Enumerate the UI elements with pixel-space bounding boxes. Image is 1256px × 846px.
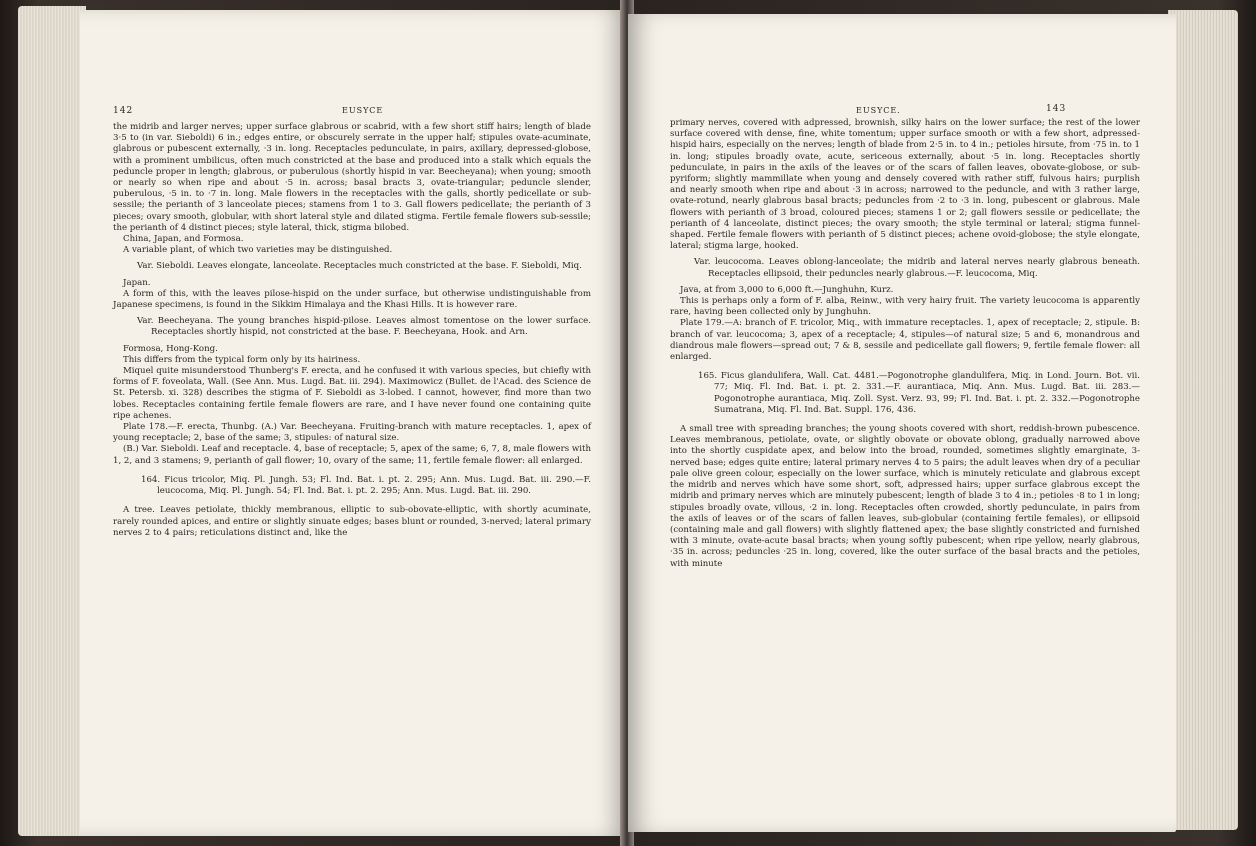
species-entry-165: 165. Ficus glandulifera, Wall. Cat. 4481.—Pogonotrophe glandulifera, Miq. in Lond. Journ. Bot. vii. 77; Miq. Fl. Ind. Bat. i. pt. 2. 331.—F. aurantiaca, Miq. Ann. Mus. Lugd. Bat. iii. 283.—Pogonotrophe aurantiaca, Miq. Zoll. Syst. Verz. 93, 99; Fl. Ind. Bat. i. pt. 2. 332.—Pogonotrophe Sumatrana, Miq. Fl. Ind. Bat. Suppl. 176, 436.: [698, 371, 1140, 415]
page-number: 142: [113, 106, 134, 116]
right-body: [670, 118, 1140, 570]
page-edges-left: [18, 6, 86, 836]
variety-sieboldi: Var. Sieboldi. Leaves elongate, lanceolate. Receptacles much constricted at the base. F. Sieboldi, Miq.: [137, 261, 582, 272]
paragraph: the midrib and larger nerves; upper surface glabrous or scabrid, with a few short stiff hairs; length of blade 3·5 to (in var. Sieboldi) 6 in.; edges entire, or obscurely serrate in the upper half; stipules ovate-acuminate, glabrous or pubescent externally, ·3 in. long. Receptacles pedunculate, in pairs, axillary, depressed-globose, with a prominent umbilicus, often much constricted at the base and produced into a stalk which equals the peduncle proper in length; glabrous, or puberulous (shortly hispid in var. Beecheyana); when young; smooth or nearly so when ripe and about ·5 in. across; basal bracts 3, ovate-triangular; peduncle slender, puberulous, ·5 in. to ·7 in. long. Male flowers in the receptacles with the galls, shortly pedicellate or sub-sessile; the perianth of 3 lanceolate pieces; stamens from 1 to 3. Gall flowers pedicellate; the perianth of 3 pieces; ovary smooth, globular, with short lateral style and dilated stigma. Fertile female flowers sub-sessile; the perianth of 4 distinct pieces; style lateral, thick, stigma bilobed.: [113, 122, 591, 233]
paragraph: A variable plant, of which two varieties may be distinguished.: [123, 245, 393, 256]
left-body: [113, 122, 591, 539]
paragraph: Formosa, Hong-Kong.: [123, 343, 218, 354]
variety-beecheyana: Var. Beecheyana. The young branches hispid-pilose. Leaves almost tomentose on the lower surface. Receptacles shortly hispid, not constricted at the base. F. Beecheyana, Hook. and Arn.: [137, 316, 591, 338]
running-title: EUSYCE: [342, 106, 384, 115]
left-page: [80, 10, 626, 836]
running-title: EUSYCE.: [856, 106, 901, 115]
plate-caption: (B.) Var. Sieboldi. Leaf and receptacle. 4, base of receptacle; 5, apex of the same; 6, 7, 8, male flowers with 1, 2, and 3 stamens; 9, perianth of gall flower; 10, ovary of the same; 11, fertile female flower: all enlarged.: [113, 444, 591, 466]
paragraph: China, Japan, and Formosa.: [123, 234, 244, 245]
variety-leucocoma: Var. leucocoma. Leaves oblong-lanceolate; the midrib and lateral nerves nearly glabrous beneath. Receptacles ellipsoid, their peduncles nearly glabrous.—F. leucocoma, Miq.: [694, 257, 1140, 279]
paragraph: A small tree with spreading branches; the young shoots covered with short, reddish-brown pubescence. Leaves membranous, petiolate, ovate, or slightly obovate or obovate oblong, gradually narrowed above into the shortly cuspidate apex, and below into the broad, rounded, sometimes slightly emarginate, 3-nerved base; edges quite entire; lateral primary nerves 4 to 5 pairs; the adult leaves when dry of a peculiar pale olive green colour, especially on the lower surface, which is minutely reticulate and glabrous except the midrib and nerves which have some short, soft, adpressed hairs; upper surface glabrous except the midrib and primary nerves which are minutely pubescent; length of blade 3 to 4 in.; petioles ·8 to 1 in long; stipules broadly ovate, villous, ·2 in. long. Receptacles often crowded, shortly pedunculate, in pairs from the axils of leaves or of the scars of fallen leaves, sub-globular (containing fertile females), or ellipsoid (containing male and gall flowers) with slightly flattened apex; the base slightly constricted and furnished with 3 minute, ovate-acute basal bracts; when young softly pubescent; when ripe yellow, nearly glabrous, ·35 in. across; peduncles ·25 in. long, covered, like the outer surface of the basal bracts and the petioles, with minute: [670, 424, 1140, 569]
right-page: [628, 14, 1176, 832]
page-edges-right: [1168, 10, 1238, 830]
paragraph: Java, at from 3,000 to 6,000 ft.—Junghuhn, Kurz.: [680, 284, 894, 295]
paragraph: Japan.: [123, 277, 151, 288]
plate-caption: Plate 179.—A: branch of F. tricolor, Miq., with immature receptacles. 1, apex of receptacle; 2, stipule. B: branch of var. leucocoma; 3, apex of a receptacle; 4, stipules—of natural size; 5 and 6, monandrous and diandrous male flowers—spread out; 7 & 8, sessile and pedicellate gall flowers; 9, fertile female flower: all enlarged.: [670, 318, 1140, 363]
paragraph: This differs from the typical form only by its hairiness.: [123, 354, 361, 365]
paragraph: primary nerves, covered with adpressed, brownish, silky hairs on the lower surface; the rest of the lower surface covered with dense, fine, white tomentum; upper surface smooth or with a few short, adpressed-hispid hairs, especially on the nerves; length of blade from 2·5 in. to 4 in.; petioles hirsute, from ·75 in. to 1 in. long; stipules broadly ovate, acute, sericeous externally, about ·5 in. long. Receptacles shortly pedunculate, in pairs in the axils of the leaves or of the scars of fallen leaves, obovate-globose, or sub-pyriform; slightly mammillate when young and densely covered with rather stiff, fulvous hairs; purplish and nearly smooth when ripe and about ·3 in across; narrowed to the peduncle, and with 3 rather large, ovate-rotund, nearly glabrous basal bracts; peduncles from ·2 to ·3 in. long, pubescent or glabrous. Male flowers with perianth of 3 broad, coloured pieces; stamens 1 or 2; gall flowers sessile or pedicellate; the perianth of 4 lanceolate, distinct pieces; the ovary smooth; the style terminal or lateral; stigma funnel-shaped. Fertile female flowers with perianth of 5 distinct pieces; achene ovoid-globose; the style elongate, lateral; stigma large, hooked.: [670, 118, 1140, 252]
paragraph: This is perhaps only a form of F. alba, Reinw., with very hairy fruit. The variety leucocoma is apparently rare, having been collected only by Junghuhn.: [670, 296, 1140, 318]
paragraph: A form of this, with the leaves pilose-hispid on the under surface, but otherwise undistinguishable from Japanese specimens, is found in the Sikkim Himalaya and the Khasi Hills. It is however rare.: [113, 288, 591, 311]
paragraph: Miquel quite misunderstood Thunberg's F. erecta, and he confused it with various species, but chiefly with forms of F. foveolata, Wall. (See Ann. Mus. Lugd. Bat. iii. 294). Maximowicz (Bullet. de l'Acad. des Science de St. Petersb. xi. 328) describes the stigma of F. Sieboldi as 3-lobed. I cannot, however, find more than two lobes. Receptacles containing fertile female flowers are rare, and I have never found one containing quite ripe achenes.: [113, 366, 591, 421]
page-number: 143: [1046, 104, 1067, 114]
paragraph: A tree. Leaves petiolate, thickly membranous, elliptic to sub-obovate-elliptic, with shortly acuminate, rarely rounded apices, and entire or slightly sinuate edges; bases blunt or rounded, 3-nerved; lateral primary nerves 2 to 4 pairs; reticulations distinct and, like the: [113, 505, 591, 538]
plate-caption: Plate 178.—F. erecta, Thunbg. (A.) Var. Beecheyana. Fruiting-branch with mature receptacles. 1, apex of young receptacle; 2, base of the same; 3, stipules: of natural size.: [113, 422, 591, 444]
species-entry-164: 164. Ficus tricolor, Miq. Pl. Jungh. 53; Fl. Ind. Bat. i. pt. 2. 295; Ann. Mus. Lugd. Bat. iii. 290.—F. leucocoma, Miq. Pl. Jungh. 54; Fl. Ind. Bat. i. pt. 2. 295; Ann. Mus. Lugd. Bat. iii. 290.: [141, 474, 591, 497]
